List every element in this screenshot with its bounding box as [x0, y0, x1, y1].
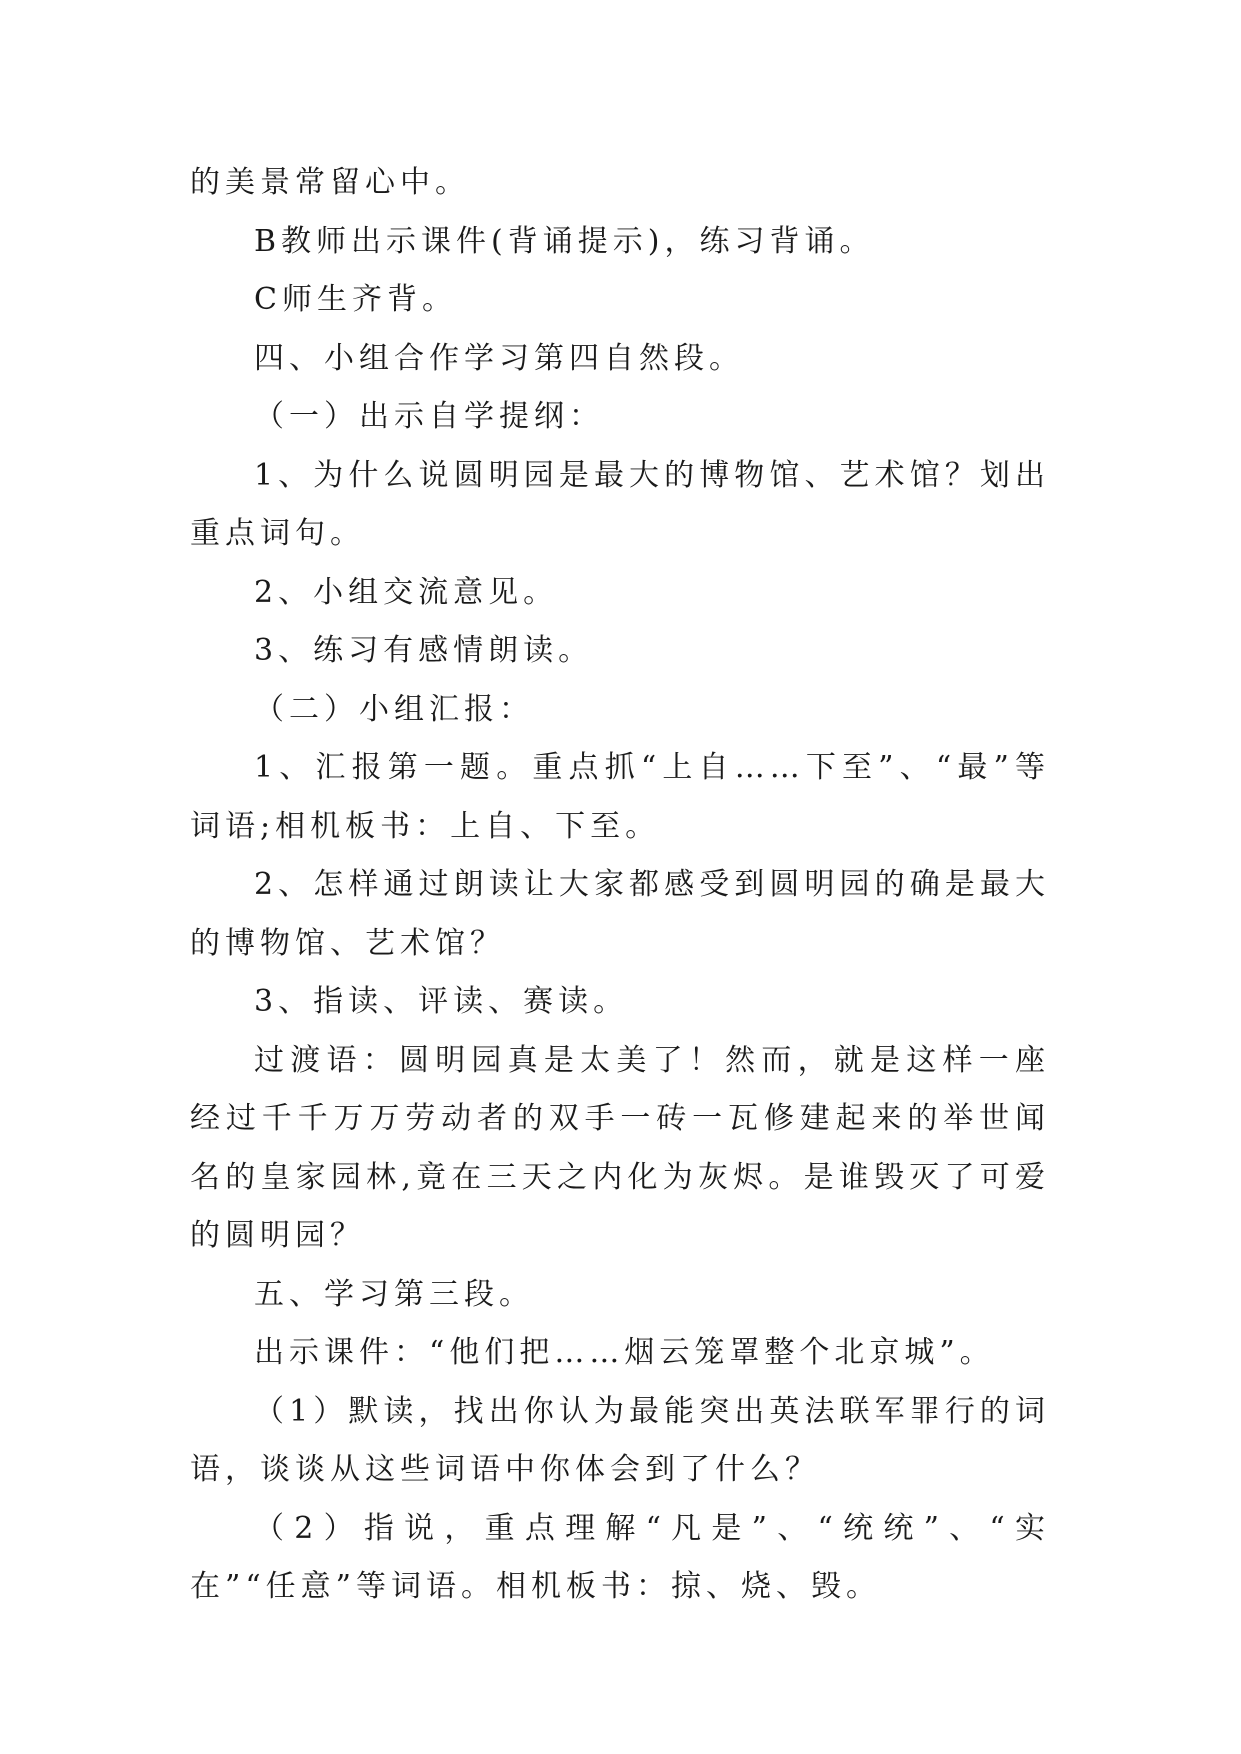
- document-body: [190, 154, 1050, 1617]
- paragraph-9: （二）小组汇报：: [254, 691, 534, 727]
- paragraph-11: 2、怎样通过朗读让大家都感受到圆明园的确是最大的博物馆、艺术馆？: [190, 867, 1050, 961]
- paragraph-5: （一）出示自学提纲：: [254, 399, 604, 434]
- paragraph-7: 2、小组交流意见。: [254, 574, 559, 610]
- paragraph-1: 的美景常留心中。: [190, 165, 470, 200]
- paragraph-12: 3、指读、评读、赛读。: [254, 984, 629, 1019]
- paragraph-8: 3、练习有感情朗读。: [254, 633, 594, 668]
- paragraph-6: 1、为什么说圆明园是最大的博物馆、艺术馆？划出重点词句。: [190, 457, 1050, 551]
- paragraph-2: B教师出示课件(背诵提示)，练习背诵。: [254, 223, 875, 259]
- paragraph-14: 五、学习第三段。: [254, 1276, 534, 1312]
- paragraph-3: C师生齐背。: [254, 282, 457, 317]
- paragraph-16: （1）默读，找出你认为最能突出英法联军罪行的词语，谈谈从这些词语中你体会到了什么？: [190, 1393, 1050, 1487]
- paragraph-13: 过渡语：圆明园真是太美了！然而，就是这样一座经过千千万万劳动者的双手一砖一瓦修建起来的举世闻名的皇家园林,竟在三天之内化为灰烬。是谁毁灭了可爱的圆明园？: [190, 1042, 1050, 1253]
- paragraph-10: 1、汇报第一题。重点抓“上自……下至”、“最”等词语;相机板书：上自、下至。: [190, 750, 1050, 844]
- paragraph-15: 出示课件：“他们把……烟云笼罩整个北京城”。: [254, 1335, 995, 1370]
- paragraph-4: 四、小组合作学习第四自然段。: [254, 340, 744, 376]
- paragraph-17: （2）指说，重点理解“凡是”、“统统”、“实在”“任意”等词语。相机板书：掠、烧、毁。: [190, 1510, 1050, 1604]
